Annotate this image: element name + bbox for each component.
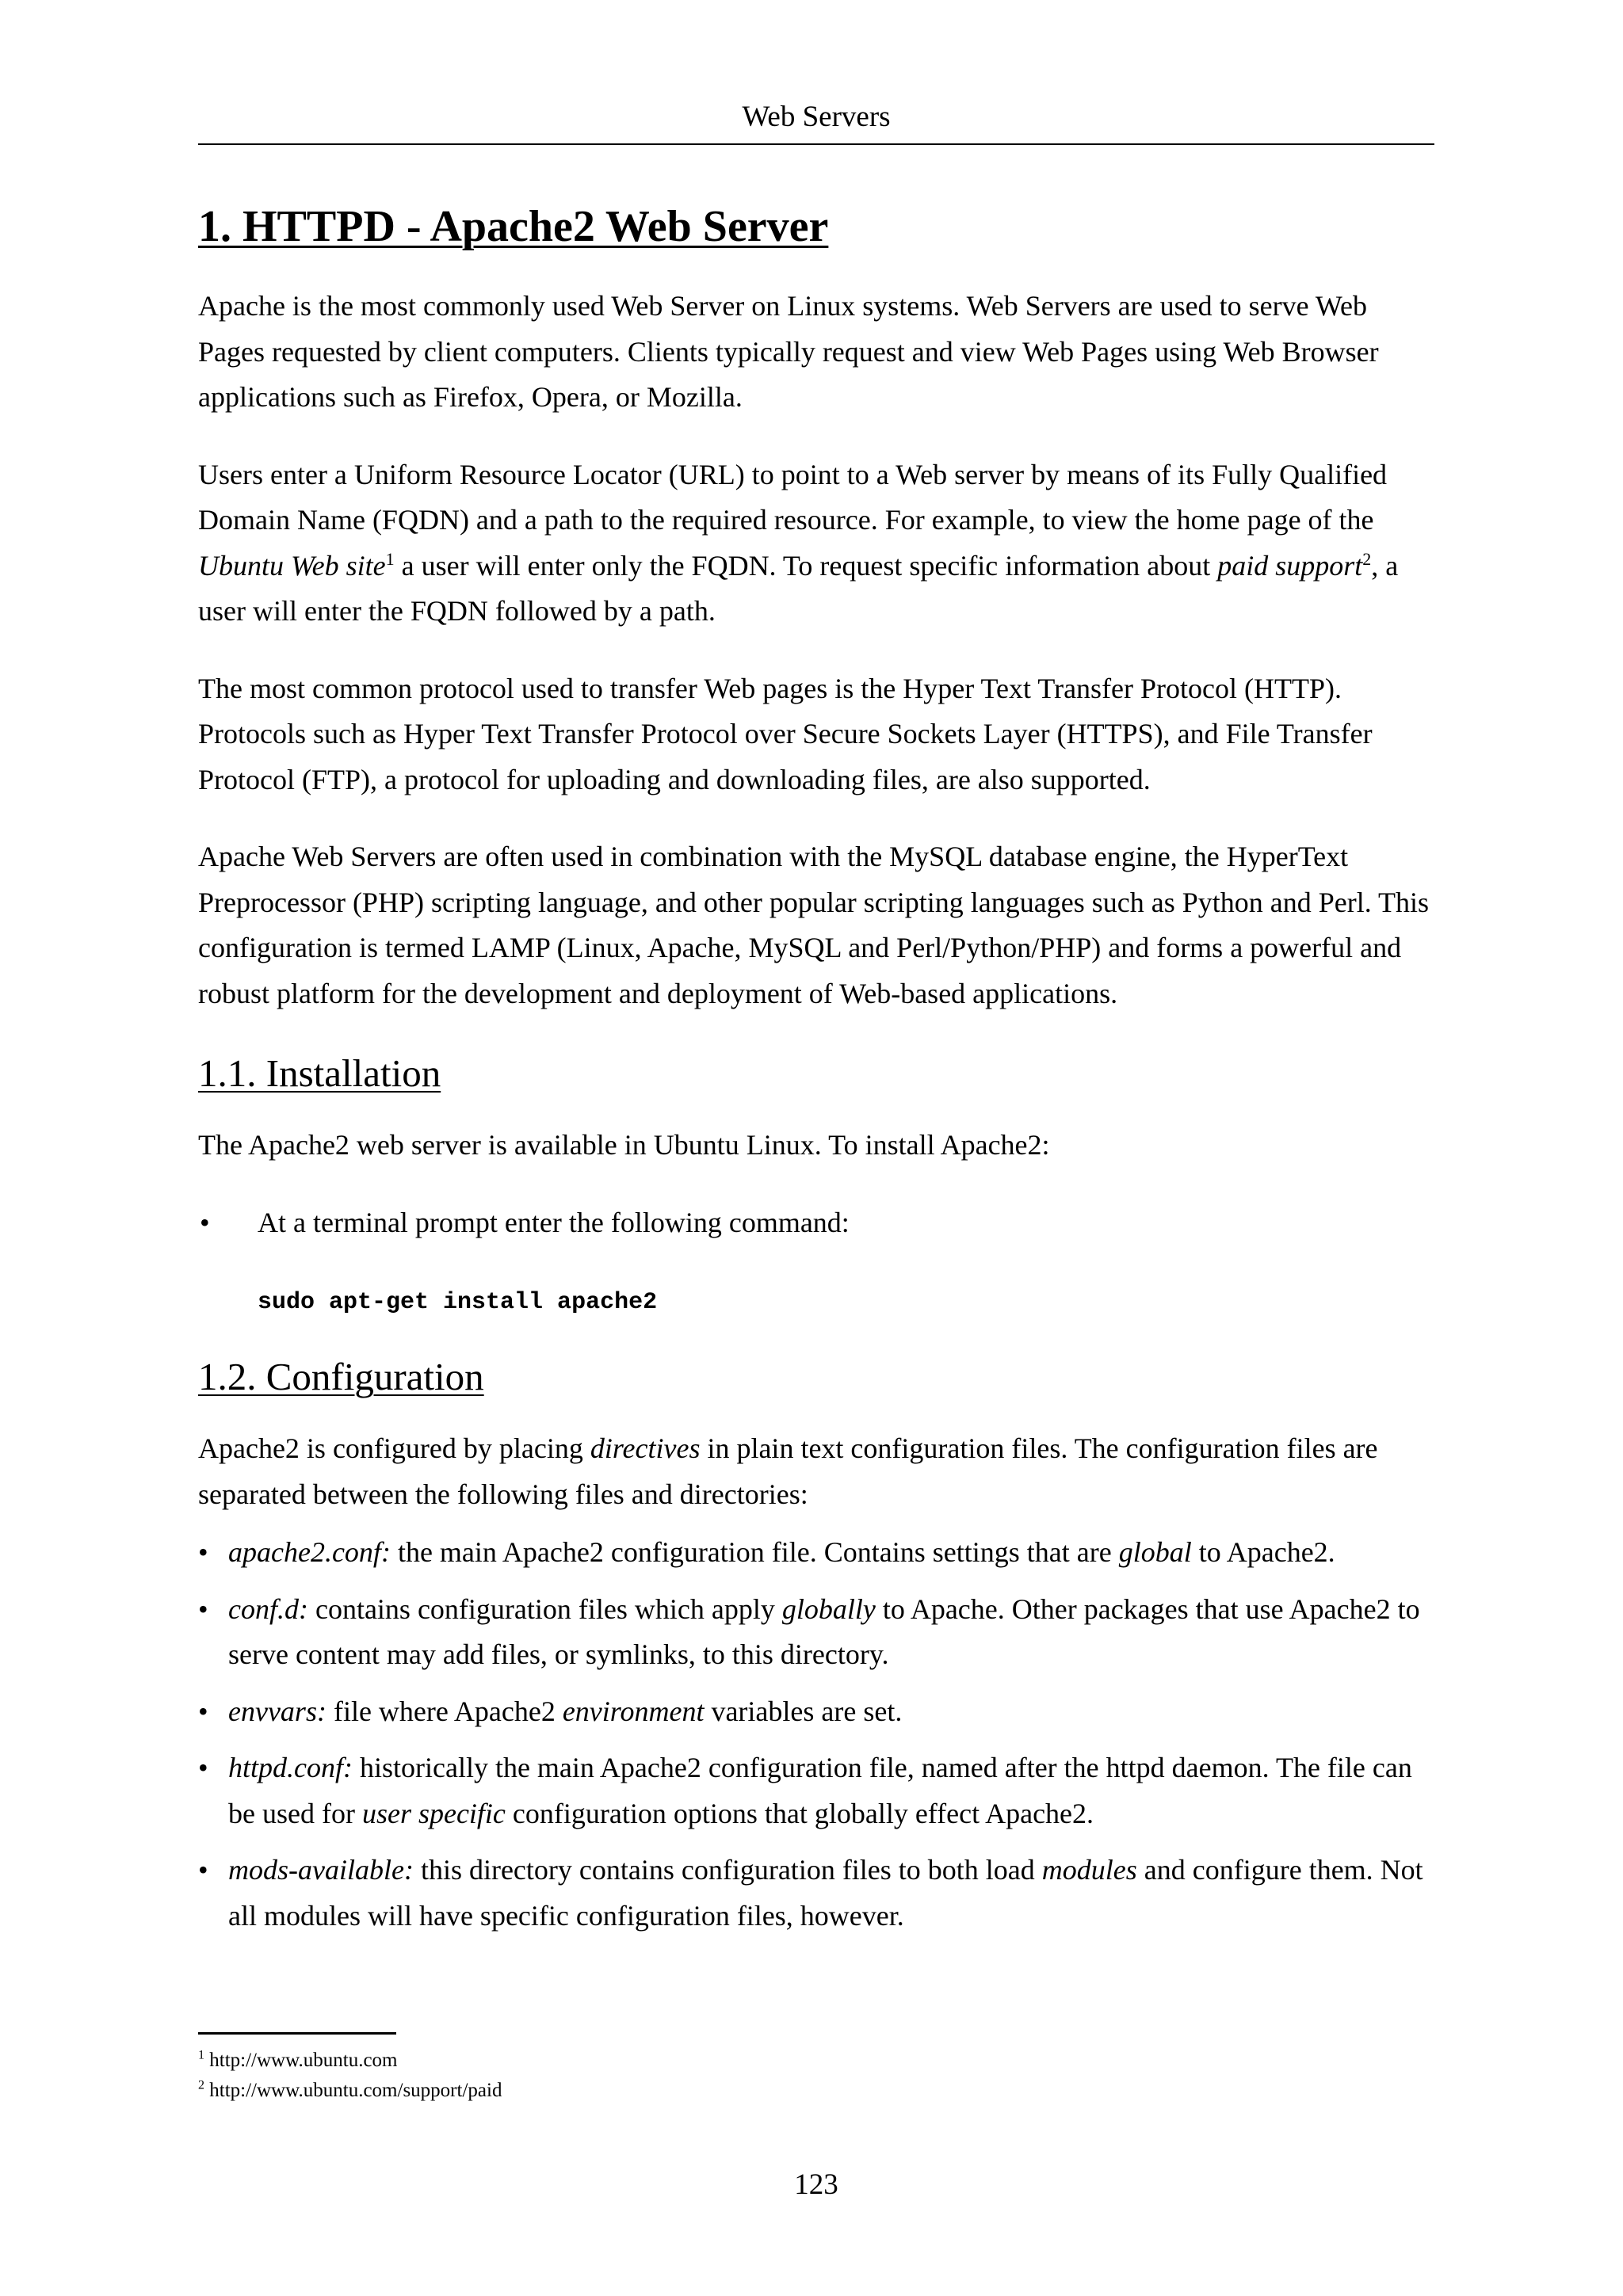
configuration-heading: 1.2. Configuration	[198, 1355, 484, 1398]
config-desc: and configure them. Not all modules will have specific configuration files, however.	[228, 1854, 1423, 1932]
step-text: At a terminal prompt enter the following command:	[258, 1206, 850, 1238]
url-paragraph-text-3: , a user will enter the FQDN followed by a path.	[198, 549, 1399, 627]
bullet-glyph: •	[198, 1695, 208, 1727]
config-emphasis: user specific	[361, 1797, 506, 1829]
footnote-rule	[198, 2032, 396, 2035]
install-command: sudo apt-get install apache2	[258, 1289, 658, 1316]
config-desc: contains configuration files which apply	[307, 1592, 782, 1625]
configuration-intro-text-1: Apache2 is configured by placing	[198, 1432, 590, 1464]
page-number: 123	[794, 2168, 838, 2201]
footnote-1	[198, 2046, 1434, 2076]
directives-term: directives	[590, 1432, 701, 1464]
list-item	[198, 1530, 1434, 1576]
page-content	[198, 198, 1434, 1950]
list-item	[198, 1689, 1434, 1735]
url-paragraph-text-1: Users enter a Uniform Resource Locator (URL) to point to a Web server by means of its Fully Qualified Domain Name (FQDN) and a path to the required resource. For example, to view the home page of the	[198, 458, 1388, 536]
intro-paragraph: Apache is the most commonly used Web Server on Linux systems. Web Servers are used to serve Web Pages requested by client computers. Clients typically request and view Web Pages using Web Browser applications such as Firefox, Opera, or Mozilla.	[198, 290, 1379, 413]
footnote-ref-2[interactable]: 2	[1362, 548, 1372, 569]
config-desc: this directory contains configuration files to both load	[413, 1854, 1042, 1886]
bullet-glyph: •	[198, 1536, 208, 1568]
footnotes	[198, 2046, 1434, 2106]
config-desc: file where Apache2	[326, 1695, 563, 1727]
bullet-glyph: •	[198, 1752, 208, 1783]
ubuntu-web-site-link[interactable]: Ubuntu Web site	[198, 549, 386, 582]
list-item	[198, 1745, 1434, 1836]
config-term: envvars:	[228, 1695, 327, 1727]
footnote-number: 1	[198, 2048, 204, 2062]
url-paragraph-text-2: a user will enter only the FQDN. To request specific information about	[394, 549, 1218, 582]
configuration-intro-text-2: in plain text configuration files. The configuration files are separated between the following files and directories:	[198, 1432, 1378, 1510]
protocol-paragraph: The most common protocol used to transfer Web pages is the Hyper Text Transfer Protocol (HTTP). Protocols such as Hyper Text Transfer Protocol over Secure Sockets Layer (HTTPS), and File Transfer Protocol (FTP), a protocol for uploading and downloading files, are also supported.	[198, 672, 1373, 795]
footnote-2	[198, 2076, 1434, 2106]
config-emphasis: global	[1118, 1536, 1192, 1568]
config-desc: historically the main Apache2 configuration file, named after the httpd daemon. The file can be used for	[228, 1752, 1412, 1829]
config-emphasis: environment	[562, 1695, 705, 1727]
config-desc: the main Apache2 configuration file. Contains settings that are	[390, 1536, 1119, 1568]
installation-heading: 1.1. Installation	[198, 1051, 441, 1095]
config-term: mods-available:	[228, 1854, 414, 1886]
lamp-paragraph: Apache Web Servers are often used in combination with the MySQL database engine, the HyperText Preprocessor (PHP) scripting language, and other popular scripting languages such as Python and Perl. This configuration is termed LAMP (Linux, Apache, MySQL and Perl/Python/PHP) and forms a powerful and robust platform for the development and deployment of Web-based applications.	[198, 841, 1430, 1009]
list-item	[198, 1587, 1434, 1678]
installation-intro: The Apache2 web server is available in Ubuntu Linux. To install Apache2:	[198, 1129, 1050, 1161]
config-desc: configuration options that globally effect Apache2.	[505, 1797, 1094, 1829]
chapter-title: 1. HTTPD - Apache2 Web Server	[198, 202, 829, 251]
list-item	[198, 1200, 1434, 1246]
footnote-ref-1[interactable]: 1	[385, 548, 395, 569]
configuration-intro	[198, 1426, 1434, 1517]
paid-support-link[interactable]: paid support	[1217, 549, 1363, 582]
config-emphasis: modules	[1041, 1854, 1137, 1886]
bullet-glyph: •	[200, 1206, 210, 1238]
footnote-url[interactable]: http://www.ubuntu.com	[209, 2050, 398, 2071]
config-desc: to Apache2.	[1191, 1536, 1335, 1568]
header-rule	[198, 143, 1434, 145]
config-desc: to Apache. Other packages that use Apache2 to serve content may add files, or symlinks, to this directory.	[228, 1592, 1420, 1670]
config-emphasis: globally	[781, 1592, 876, 1625]
configuration-files-list	[198, 1530, 1434, 1939]
bullet-glyph: •	[198, 1854, 208, 1886]
config-term: conf.d:	[228, 1592, 308, 1625]
running-header: Web Servers	[742, 101, 891, 133]
config-desc: variables are set.	[704, 1695, 903, 1727]
installation-steps	[198, 1200, 1434, 1246]
footnote-url[interactable]: http://www.ubuntu.com/support/paid	[209, 2080, 502, 2101]
config-term: apache2.conf:	[228, 1536, 391, 1568]
config-term: httpd.conf:	[228, 1752, 353, 1783]
document-page	[198, 0, 1434, 2296]
list-item	[198, 1848, 1434, 1939]
footnote-number: 2	[198, 2078, 204, 2092]
url-paragraph	[198, 452, 1434, 635]
bullet-glyph: •	[198, 1592, 208, 1625]
